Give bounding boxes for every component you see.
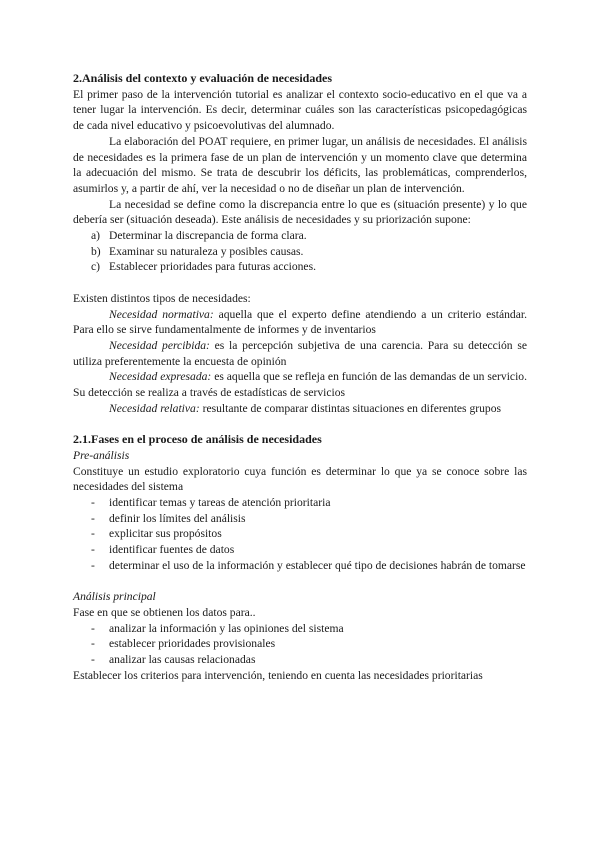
dash-marker: - [91,621,95,635]
need-type-term: Necesidad relativa: [109,401,200,415]
list-marker: c) [91,260,101,274]
list-item [73,621,527,637]
need-type-text: es la percepción subjetiva de una carencia. Para su detección se utiliza preferentemente la encuesta de opinión [73,338,527,368]
list-item-text: analizar las causas relacionadas [109,652,256,666]
need-type-expressed [73,369,527,400]
list-item [73,558,527,574]
need-type-text: aquella que el experto define atendiendo a un criterio estándar. Para ello se sirve fundamentalmente de informes y de inventarios [73,307,527,337]
list-item [73,228,527,244]
need-type-perceived [73,338,527,369]
list-item-text: determinar el uso de la información y establecer qué tipo de decisiones habrán de tomarse [109,558,526,572]
need-type-term: Necesidad expresada: [109,370,212,384]
pre-analysis-text: Constituye un estudio exploratorio cuya función es determinar lo que ya se conoce sobre las necesidades del sistema [73,464,527,494]
pre-analysis-title: Pre-análisis [73,448,130,462]
list-marker: a) [91,229,101,243]
main-analysis-list [73,621,527,668]
need-type-text: resultante de comparar distintas situaciones en diferentes grupos [199,401,502,415]
need-type-normative [73,307,527,338]
spacer [73,275,527,291]
list-item-text: Determinar la discrepancia de forma clara. [109,229,307,243]
priorities-list [73,228,527,275]
list-item [73,259,527,275]
list-marker: b) [91,244,101,258]
list-item [73,244,527,260]
dash-marker: - [91,637,95,651]
need-definition-paragraph: La necesidad se define como la discrepancia entre lo que es (situación presente) y lo que debería ser (situación deseada). Este análisis de necesidades y su priorización supone: [73,197,527,227]
list-item-text: analizar la información y las opiniones del sistema [109,621,344,635]
document-body [73,71,527,683]
closing-text: Establecer los criterios para intervención, teniendo en cuenta las necesidades prioritarias [73,668,483,682]
dash-marker: - [91,511,95,525]
dash-marker: - [91,495,95,509]
list-item-text: establecer prioridades provisionales [109,637,276,651]
list-item-text: Examinar su naturaleza y posibles causas. [109,244,304,258]
subsection-heading: 2.1.Fases en el proceso de análisis de necesidades [73,432,322,447]
list-item [73,542,527,558]
list-item [73,511,527,527]
dash-marker: - [91,652,95,666]
list-item-text: identificar fuentes de datos [109,543,235,557]
section-heading: 2.Análisis del contexto y evaluación de necesidades [73,71,333,85]
need-type-term: Necesidad percibida: [109,338,210,352]
poat-paragraph: La elaboración del POAT requiere, en primer lugar, un análisis de necesidades. El análisis de necesidades es la primera fase de un plan de intervención y un momento clave que determina la adecuación del mismo. Se trata de descubrir los déficits, las problemáticas, comprenderlos, asumirlos y, a partir de ahí, ver la necesidad o no de diseñar un plan de intervención. [73,134,527,195]
list-item-text: explicitar sus propósitos [109,527,222,541]
need-type-term: Necesidad normativa: [109,307,214,321]
dash-marker: - [91,558,95,572]
main-analysis-text: Fase en que se obtienen los datos para.. [73,605,256,619]
need-type-text: es aquella que se refleja en función de las demandas de un servicio. Su detección se realiza a través de estadísticas de servicios [73,370,527,400]
list-item-text: identificar temas y tareas de atención prioritaria [109,495,331,509]
list-item [73,652,527,668]
types-intro: Existen distintos tipos de necesidades: [73,291,251,305]
spacer [73,416,527,432]
list-item [73,526,527,542]
spacer [73,573,527,589]
intro-paragraph: El primer paso de la intervención tutorial es analizar el contexto socio-educativo en el que va a tener lugar la intervención. Es decir, determinar cuáles son las características psicopedagógicas de cada nivel educativo y psicoevolutivas del alumnado. [73,87,527,133]
pre-analysis-list [73,495,527,574]
dash-marker: - [91,543,95,557]
need-type-relative [73,401,527,417]
list-item-text: Establecer prioridades para futuras acciones. [109,260,316,274]
list-item [73,495,527,511]
dash-marker: - [91,527,95,541]
main-analysis-title: Análisis principal [73,590,156,604]
list-item [73,636,527,652]
list-item-text: definir los límites del análisis [109,511,246,525]
